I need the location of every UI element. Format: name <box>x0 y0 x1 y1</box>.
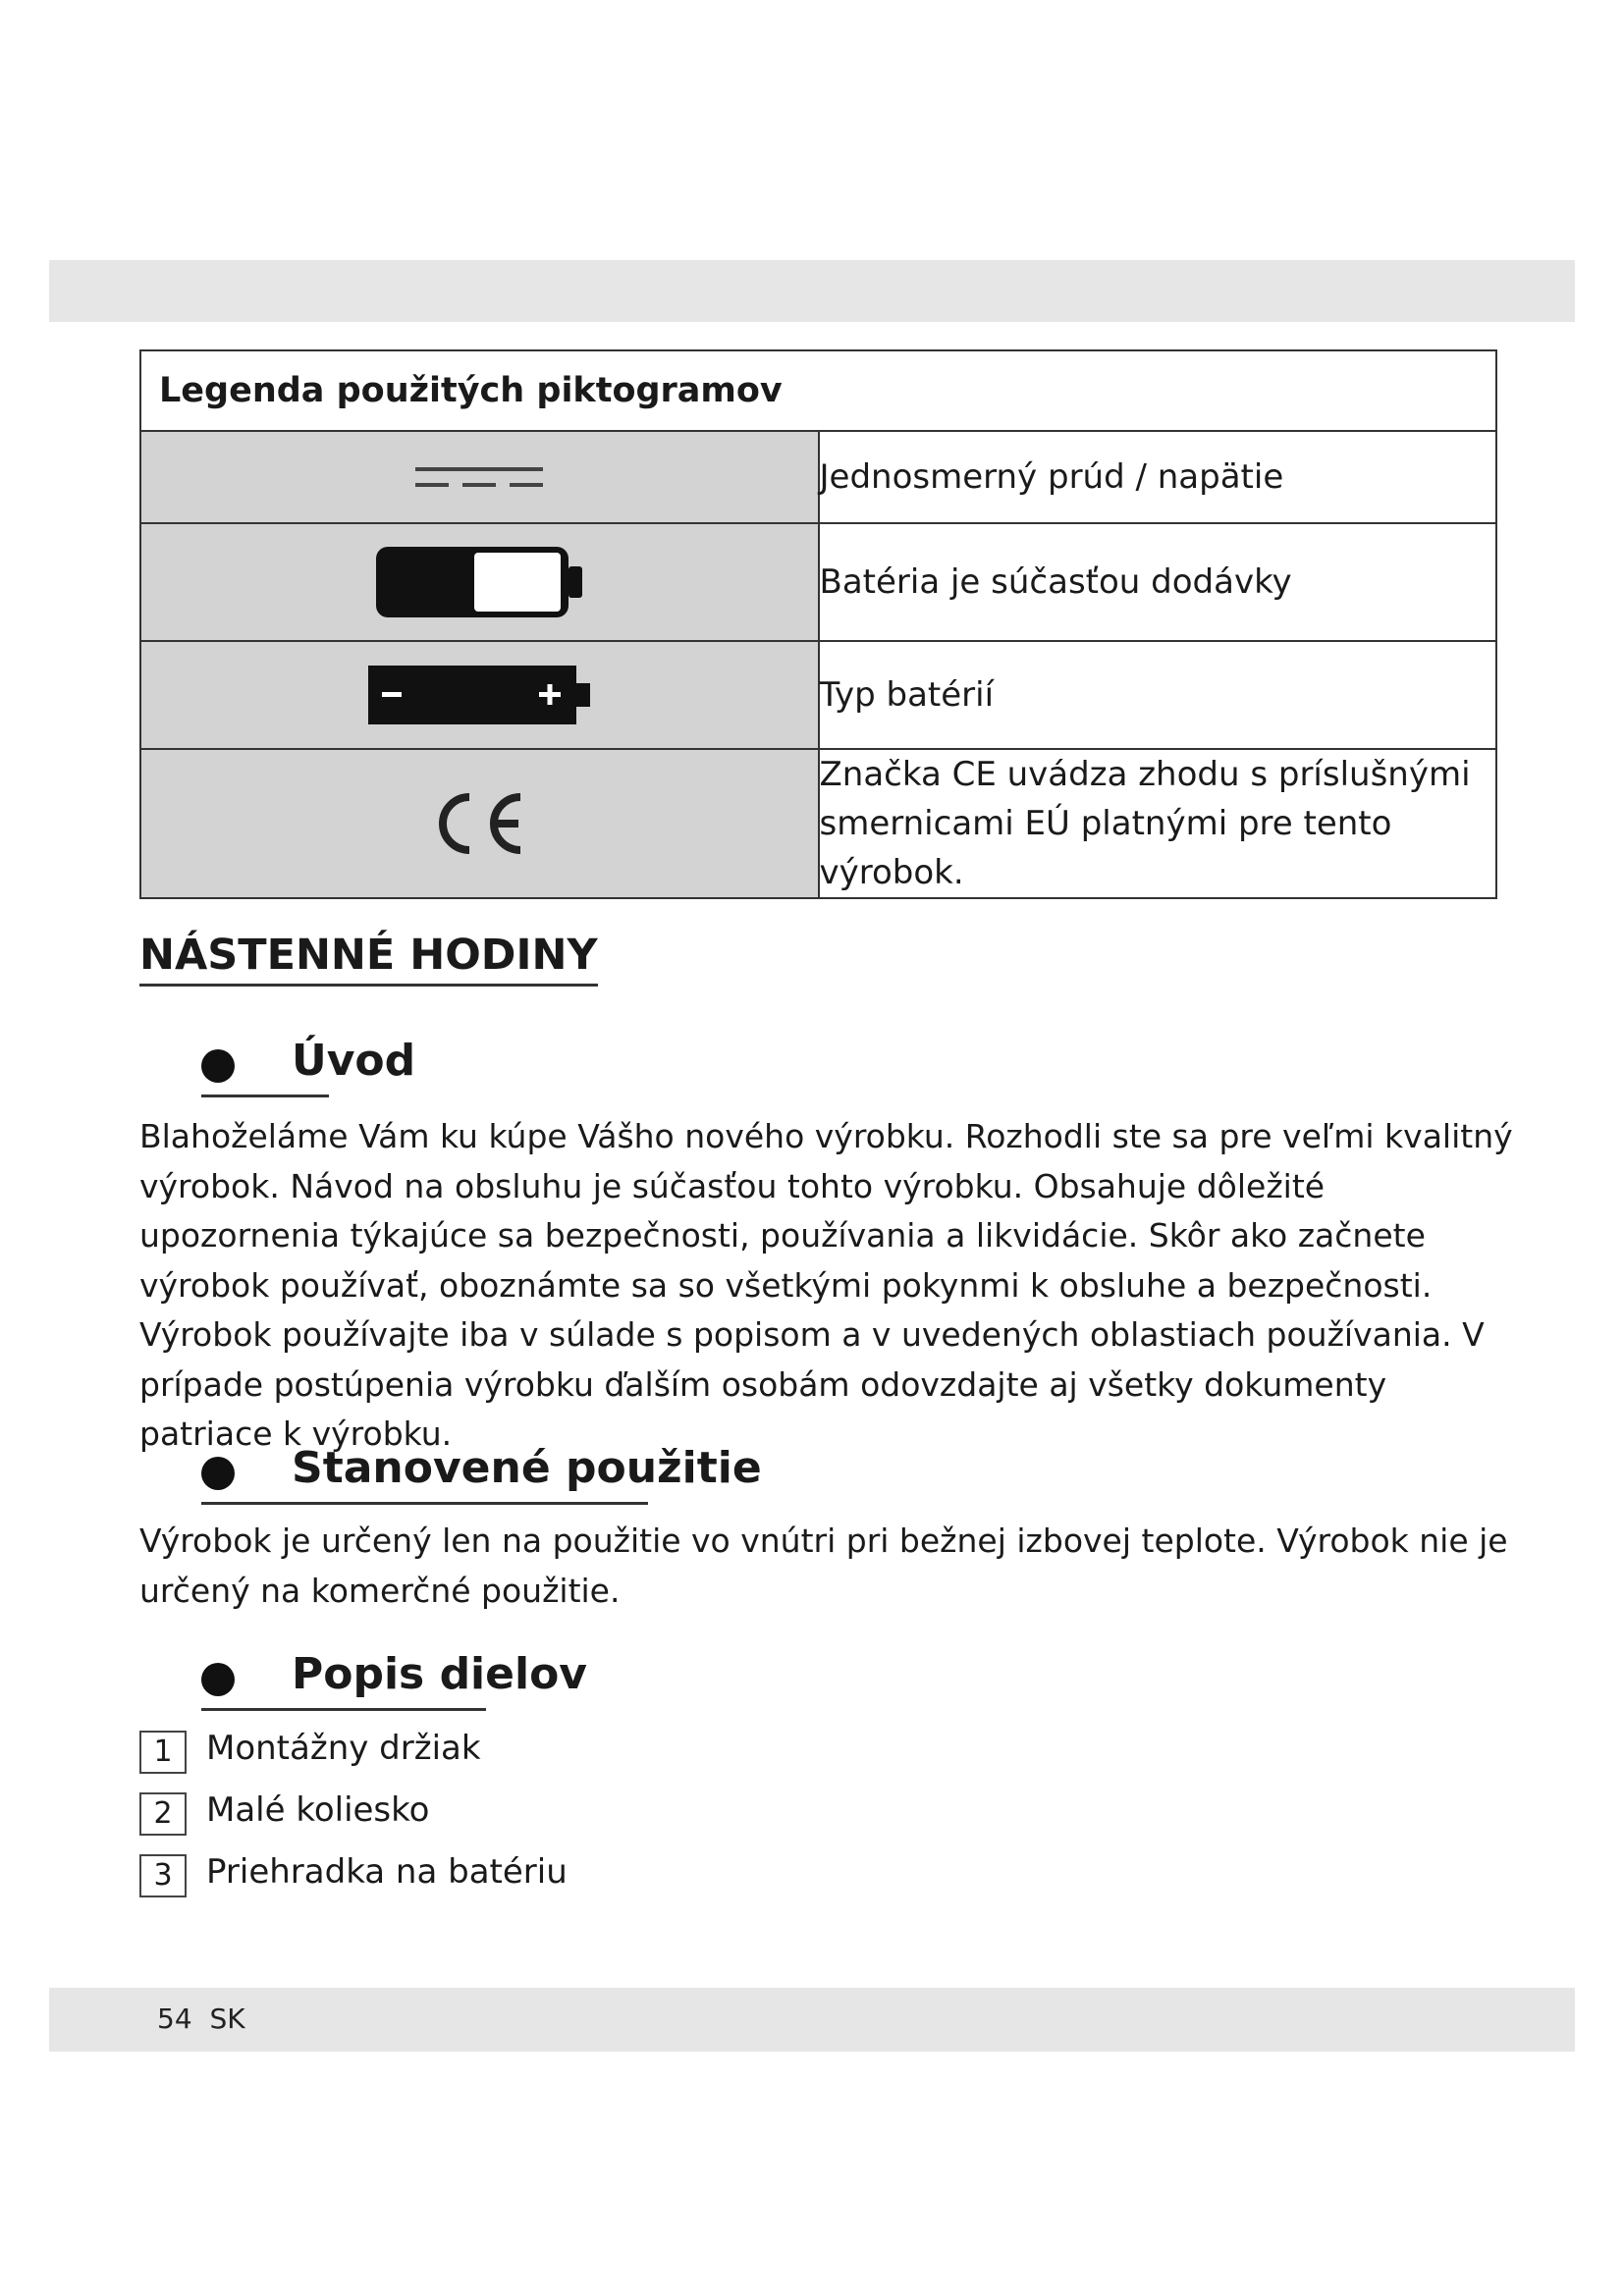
section-title: Popis dielov <box>292 1649 587 1699</box>
bullet-icon <box>201 1663 235 1696</box>
legend-row-text: Typ batérií <box>819 641 1497 749</box>
section-title: Úvod <box>292 1036 416 1086</box>
heading-underline <box>201 1095 329 1097</box>
bottom-band <box>49 1988 1575 2052</box>
page-footer <box>157 2002 245 2035</box>
bullet-icon <box>201 1049 235 1083</box>
part-label: Montážny držiak <box>206 1729 481 1768</box>
battery-type-icon <box>368 664 590 726</box>
pictogram-legend-table <box>139 349 1497 899</box>
use-paragraph: Výrobok je určený len na použitie vo vnútri pri bežnej izbovej teplote. Výrobok nie je určený na komerčné použitie. <box>139 1522 1508 1610</box>
language-code: SK <box>209 2002 245 2035</box>
legend-row <box>140 749 1496 898</box>
part-number: 1 <box>139 1731 187 1774</box>
part-label: Priehradka na batériu <box>206 1852 568 1892</box>
legend-row-text: Jednosmerný prúd / napätie <box>819 431 1497 523</box>
heading-underline <box>201 1708 486 1711</box>
part-number: 3 <box>139 1854 187 1897</box>
battery-included-icon <box>374 545 584 619</box>
bullet-icon <box>201 1457 235 1490</box>
legend-row <box>140 431 1496 523</box>
page-number: 54 <box>157 2002 192 2035</box>
legend-header: Legenda použitých piktogramov <box>140 350 1496 431</box>
top-band <box>49 260 1575 322</box>
legend-row <box>140 523 1496 641</box>
page-title: NÁSTENNÉ HODINY <box>139 931 598 987</box>
dc-current-icon <box>415 457 543 497</box>
section-title: Stanovené použitie <box>292 1443 762 1493</box>
legend-row-text: Batéria je súčasťou dodávky <box>819 523 1497 641</box>
part-label: Malé koliesko <box>206 1790 430 1830</box>
legend-row-text: Značka CE uvádza zhodu s príslušnými smernicami EÚ platnými pre tento výrobok. <box>819 749 1497 898</box>
intro-paragraph: Blahoželáme Vám ku kúpe Vášho nového výrobku. Rozhodli ste sa pre veľmi kvalitný výrobok. Návod na obsluhu je súčasťou tohto výrobku. Obsahuje dôležité upozornenia týkajúce sa bezpečnosti, používania a likvidácie. Skôr ako začnete výrobok používať, oboznámte sa so všetkými pokynmi k obsluhe a bezpečnosti. Výrobok používajte iba v súlade s popisom a v uvedených oblastiach používania. V prípade postúpenia výrobku ďalším osobám odovzdajte aj všetky dokumenty patriace k výrobku. <box>139 1117 1513 1453</box>
part-number: 2 <box>139 1792 187 1836</box>
ce-mark-icon <box>430 789 528 858</box>
heading-underline <box>201 1502 648 1505</box>
legend-row <box>140 641 1496 749</box>
